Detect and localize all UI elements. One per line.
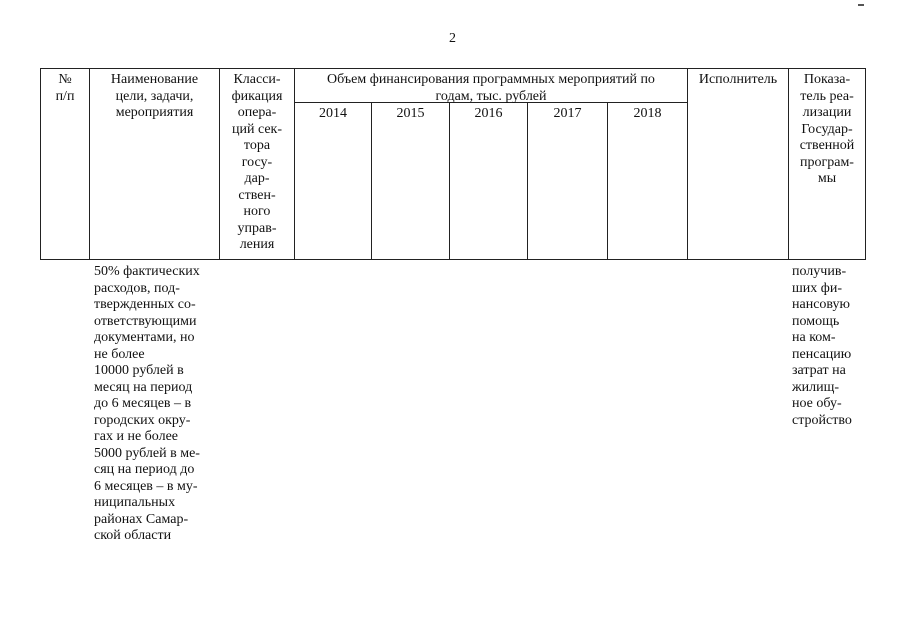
header-classification: Класси- фикация опера- ций сек- тора госу- дар- ствен- ного управ- ления xyxy=(231,72,283,252)
scan-mark xyxy=(858,4,864,6)
year-2017: 2017 xyxy=(553,106,582,121)
header-num: № п/п xyxy=(55,72,75,104)
header-funding: Объем финансирования программных мероприятий по годам, тыс. рублей xyxy=(327,72,655,104)
col-border-2014 xyxy=(371,102,372,260)
col-border-right xyxy=(865,68,866,260)
header-executor: Исполнитель xyxy=(698,72,778,87)
continuation-indicator-text: получив- ших фи- нансовую помощь на ком- пенсацию затрат на жилищ- ное обу- стройство xyxy=(792,264,852,428)
year-2016: 2016 xyxy=(474,106,503,121)
table-top-border xyxy=(40,68,866,69)
continuation-name-text: 50% фактических расходов, под- твержденных со- ответствующими документами, но не более 10000 рублей в месяц на период до 6 месяцев – в городских окру- гах и не более 5000 рублей в ме- сяц на период до 6 месяцев – в му- ниципальных районах Самар- ской области xyxy=(94,264,200,543)
header-indicator: Показа- тель реа- лизации Государ- ственной програм- мы xyxy=(799,72,855,186)
col-border-2016 xyxy=(527,102,528,260)
col-border-funding xyxy=(687,68,688,260)
col-border-2017 xyxy=(607,102,608,260)
page-number: 2 xyxy=(449,31,456,46)
year-2018: 2018 xyxy=(633,106,662,121)
header-name: Наименование цели, задачи, мероприятия xyxy=(110,72,199,120)
year-2015: 2015 xyxy=(396,106,425,121)
col-border-2015 xyxy=(449,102,450,260)
year-2014: 2014 xyxy=(319,106,347,121)
table-header-bottom-border xyxy=(40,259,866,260)
